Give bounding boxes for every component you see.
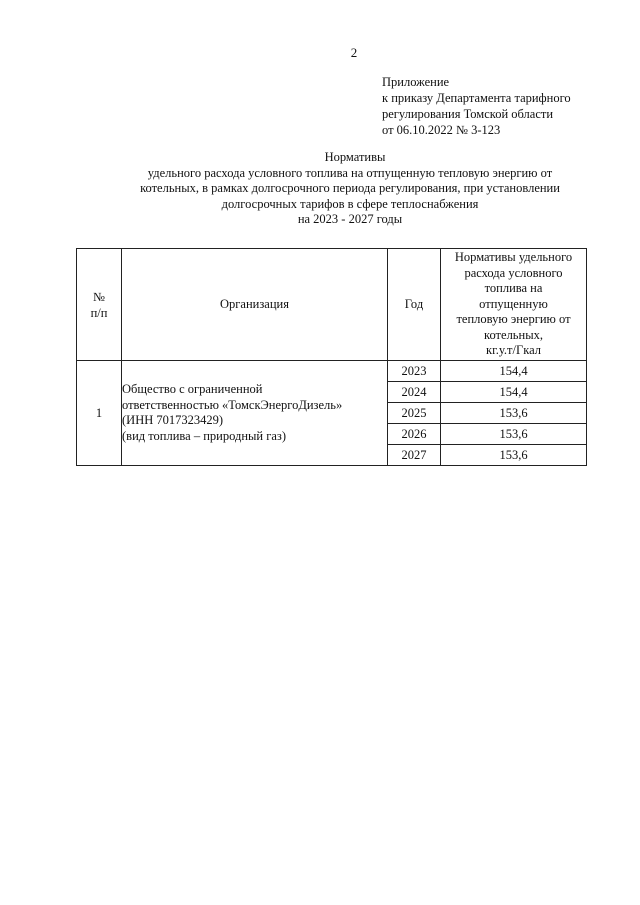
page-number: 2 bbox=[350, 45, 358, 60]
organization-line: (ИНН 7017323429) bbox=[122, 413, 224, 427]
norm-value-cell: 153,6 bbox=[441, 403, 587, 424]
organization-line: Общество с ограниченной bbox=[122, 382, 263, 396]
header-norm-line: расхода условного bbox=[464, 265, 563, 280]
table-row bbox=[77, 361, 587, 382]
norm-value-cell: 153,6 bbox=[441, 445, 587, 466]
organization-line: (вид топлива – природный газ) bbox=[122, 428, 286, 443]
norm-value-cell: 154,4 bbox=[441, 382, 587, 403]
appendix-line: к приказу Департамента тарифного bbox=[382, 91, 571, 105]
appendix-line: Приложение bbox=[382, 75, 450, 89]
header-norm-line: топлива на bbox=[484, 281, 543, 296]
title-line: котельных, в рамках долгосрочного периода регулирования, при установлении bbox=[140, 181, 560, 195]
norm-value-cell: 154,4 bbox=[441, 361, 587, 382]
title-line: на 2023 - 2027 годы bbox=[297, 212, 403, 226]
year-cell: 2023 bbox=[388, 361, 441, 382]
appendix-line: регулирования Томской области bbox=[382, 107, 554, 121]
row-number: 1 bbox=[77, 361, 122, 466]
title-line: удельного расхода условного топлива на отпущенную тепловую энергию от bbox=[147, 165, 553, 180]
table-header-row bbox=[77, 249, 587, 361]
header-norm-line: кг.у.т/Гкал bbox=[486, 343, 541, 358]
header-norm-line: Нормативы удельного bbox=[454, 250, 573, 265]
header-norm bbox=[441, 249, 587, 361]
year-cell: 2027 bbox=[388, 445, 441, 466]
organization-line: ответственностью «ТомскЭнергоДизель» bbox=[122, 397, 343, 412]
header-norm-line: отпущенную bbox=[479, 296, 548, 311]
norm-value-cell: 153,6 bbox=[441, 424, 587, 445]
year-cell: 2026 bbox=[388, 424, 441, 445]
header-num-line: п/п bbox=[90, 305, 108, 320]
header-organization: Организация bbox=[122, 249, 388, 361]
appendix-line: от 06.10.2022 № 3-123 bbox=[382, 123, 501, 137]
organization-cell bbox=[122, 361, 388, 466]
header-year: Год bbox=[388, 249, 441, 361]
document-title bbox=[60, 150, 640, 228]
header-num-line: № bbox=[93, 289, 105, 304]
year-cell: 2024 bbox=[388, 382, 441, 403]
title-line: долгосрочных тарифов в сфере теплоснабжения bbox=[221, 196, 479, 211]
header-norm-line: тепловую энергию от bbox=[456, 312, 571, 327]
title-heading: Нормативы bbox=[324, 150, 386, 164]
header-num bbox=[77, 249, 122, 361]
norms-table bbox=[76, 248, 587, 466]
appendix-block bbox=[382, 74, 571, 138]
header-norm-line: котельных, bbox=[484, 327, 543, 342]
year-cell: 2025 bbox=[388, 403, 441, 424]
